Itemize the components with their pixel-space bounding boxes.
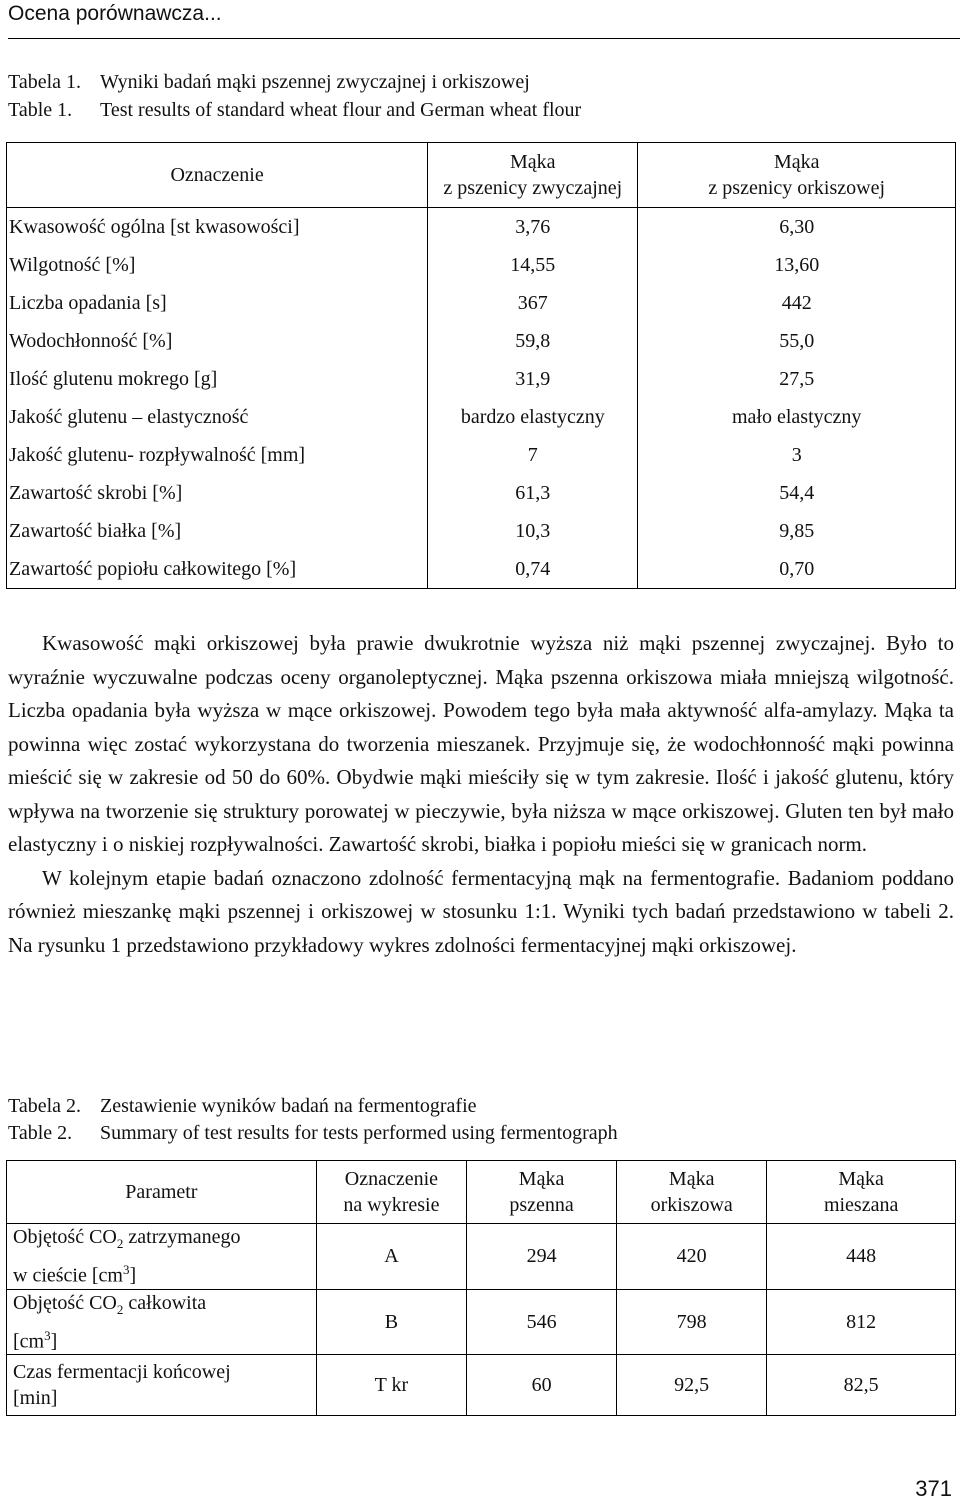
paragraph: Kwasowość mąki orkiszowej była prawie dwukrotnie wyższa niż mąki pszennej zwyczajnej. Było to wyraźnie wyczuwalne podczas oceny organoleptycznej. Mąka pszenna orkiszowa miała mniejszą wilgotność. Liczba opadania była wyższa w mące orkiszowej. Powodem tego była mała aktywność alfa-amylazy. Mąka ta powinna więc zostać wykorzystana do tworzenia mieszanek. Przyjmuje się, że wodochłonność mąki powinna mieścić się w zakresie od 50 do 60%. Obydwie mąki mieściły się w tym zakresie. Ilość i jakość glutenu, który wpływa na tworzenie się struktury porowatej w pieczywie, była niższa w mące orkiszowej. Gluten ten był mało elastyczny i o niskiej rozpływalności. Zawartość skrobi, białka i popiołu mieści się w granicach norm. [8, 631, 954, 856]
value-standard: 14,55 [428, 246, 638, 284]
table-row [7, 322, 956, 360]
table2-header-maka-orkiszowa [617, 1161, 767, 1224]
table2-caption-pl [8, 1091, 477, 1121]
header-line: z pszenicy zwyczajnej [443, 177, 623, 199]
chart-mark: T kr [316, 1355, 466, 1416]
value-mieszana: 448 [767, 1224, 956, 1290]
param-text: [min] [13, 1387, 58, 1410]
table-row [7, 360, 956, 398]
paragraph: W kolejnym etapie badań oznaczono zdolność fermentacyjną mąk na fermentografie. Badaniom poddano również mieszankę mąki pszennej i orkiszowej w stosunku 1:1. Wyniki tych badań przedstawiono w tabeli 2. Na rysunku 1 przedstawiono przykładowy wykres zdolności fermentacyjnej mąki orkiszowej. [8, 865, 954, 957]
table-row [7, 398, 956, 436]
header-line: na wykresie [343, 1194, 440, 1216]
table-row [7, 1355, 956, 1416]
table-row [7, 246, 956, 284]
table1-header-standard-flour [428, 143, 638, 208]
header-line: pszenna [509, 1194, 574, 1216]
param-label [7, 1224, 317, 1290]
table1-caption-en [8, 95, 581, 125]
table1-header-spelt-flour [638, 143, 956, 208]
body-text [8, 627, 954, 962]
table1-caption-en-text: Test results of standard wheat flour and German wheat flour [100, 99, 582, 121]
value-standard: 10,3 [428, 512, 638, 550]
value-standard: bardzo elastyczny [428, 398, 638, 436]
value-spelt: 9,85 [638, 512, 956, 550]
value-spelt: 55,0 [638, 322, 956, 360]
table-row [7, 284, 956, 322]
value-standard: 59,8 [428, 322, 638, 360]
value-spelt: 0,70 [638, 550, 956, 589]
table-row [7, 512, 956, 550]
running-header-title: Ocena porównawcza... [8, 2, 222, 25]
header-line: Mąka [668, 1168, 715, 1190]
value-standard: 61,3 [428, 474, 638, 512]
header-line: Oznaczenie [344, 1168, 439, 1190]
table-row [7, 550, 956, 589]
header-line: mieszana [823, 1194, 899, 1216]
table2-caption-en [8, 1118, 618, 1148]
value-pszenna: 294 [467, 1224, 617, 1290]
row-label: Liczba opadania [s] [7, 284, 428, 322]
value-spelt: mało elastyczny [638, 398, 956, 436]
table2-caption-en-text: Summary of test results for tests performed using fermentograph [100, 1122, 618, 1144]
table2-header-maka-mieszana [767, 1161, 956, 1224]
table-row [7, 1289, 956, 1355]
param-subscript: 2 [116, 1236, 124, 1251]
header-line: z pszenicy orkiszowej [708, 177, 886, 199]
value-orkiszowa: 420 [617, 1224, 767, 1290]
row-label: Zawartość popiołu całkowitego [%] [7, 550, 428, 589]
row-label: Zawartość skrobi [%] [7, 474, 428, 512]
param-subscript: 2 [116, 1301, 124, 1317]
row-label: Ilość glutenu mokrego [g] [7, 360, 428, 398]
param-text: Objętość CO [13, 1226, 117, 1248]
param-superscript: 3 [44, 1327, 51, 1343]
table2-header-oznaczenie [316, 1161, 466, 1224]
value-spelt: 3 [638, 436, 956, 474]
row-label: Kwasowość ogólna [st kwasowości] [7, 208, 428, 247]
table2-caption-en-number: Table 2. [8, 1122, 73, 1144]
table2-caption-pl-text: Zestawienie wyników badań na fermentografie [100, 1095, 477, 1117]
value-pszenna: 60 [467, 1355, 617, 1416]
table2-header-maka-pszenna [467, 1161, 617, 1224]
page-number: 371 [915, 1476, 952, 1501]
param-text: zatrzymanego [123, 1226, 241, 1248]
value-spelt: 442 [638, 284, 956, 322]
table-row [7, 436, 956, 474]
row-label: Zawartość białka [%] [7, 512, 428, 550]
header-line: Mąka [510, 151, 556, 173]
table1-caption-pl [8, 67, 530, 97]
param-text: ] [50, 1330, 58, 1353]
header-line: Mąka [838, 1168, 884, 1190]
value-spelt: 27,5 [638, 360, 956, 398]
table-row [7, 474, 956, 512]
value-standard: 367 [428, 284, 638, 322]
value-mieszana: 82,5 [767, 1355, 956, 1416]
row-label: Wodochłonność [%] [7, 322, 428, 360]
param-text: Czas fermentacji końcowej [13, 1361, 231, 1384]
param-superscript: 3 [122, 1262, 130, 1277]
value-standard: 3,76 [428, 208, 638, 247]
header-line: Mąka [773, 151, 820, 173]
param-text: ] [129, 1264, 137, 1287]
table2-header-parametr: Parametr [7, 1161, 317, 1224]
param-text: [cm [13, 1330, 45, 1353]
value-orkiszowa: 798 [617, 1289, 767, 1355]
table2-header-row [7, 1161, 956, 1224]
table1-flour-results [6, 142, 956, 589]
table-row [7, 208, 956, 247]
value-standard: 7 [428, 436, 638, 474]
value-standard: 0,74 [428, 550, 638, 589]
table1-header-row [7, 143, 956, 208]
param-label [7, 1355, 317, 1416]
value-spelt: 6,30 [638, 208, 956, 247]
value-spelt: 13,60 [638, 246, 956, 284]
param-text: całkowita [123, 1291, 207, 1314]
value-spelt: 54,4 [638, 474, 956, 512]
row-label: Jakość glutenu- rozpływalność [mm] [7, 436, 428, 474]
table2-caption-pl-number: Tabela 2. [8, 1095, 82, 1117]
row-label: Wilgotność [%] [7, 246, 428, 284]
table1-caption-en-number: Table 1. [8, 99, 73, 121]
table1-caption-pl-text: Wyniki badań mąki pszennej zwyczajnej i orkiszowej [100, 71, 530, 93]
param-label [7, 1289, 317, 1355]
header-line: orkiszowa [650, 1194, 733, 1216]
header-rule [8, 38, 960, 39]
table-row [7, 1224, 956, 1290]
table1-caption-pl-number: Tabela 1. [8, 71, 82, 93]
param-text: Objętość CO [13, 1291, 117, 1314]
chart-mark: A [316, 1224, 466, 1290]
value-pszenna: 546 [467, 1289, 617, 1355]
header-line: Mąka [518, 1168, 565, 1190]
table1-header-oznaczenie: Oznaczenie [7, 143, 428, 208]
chart-mark: B [316, 1289, 466, 1355]
value-standard: 31,9 [428, 360, 638, 398]
value-mieszana: 812 [767, 1289, 956, 1355]
value-orkiszowa: 92,5 [617, 1355, 767, 1416]
param-text: w cieście [cm [13, 1264, 123, 1287]
row-label: Jakość glutenu – elastyczność [7, 398, 428, 436]
table2-fermentograph-results [6, 1160, 956, 1416]
